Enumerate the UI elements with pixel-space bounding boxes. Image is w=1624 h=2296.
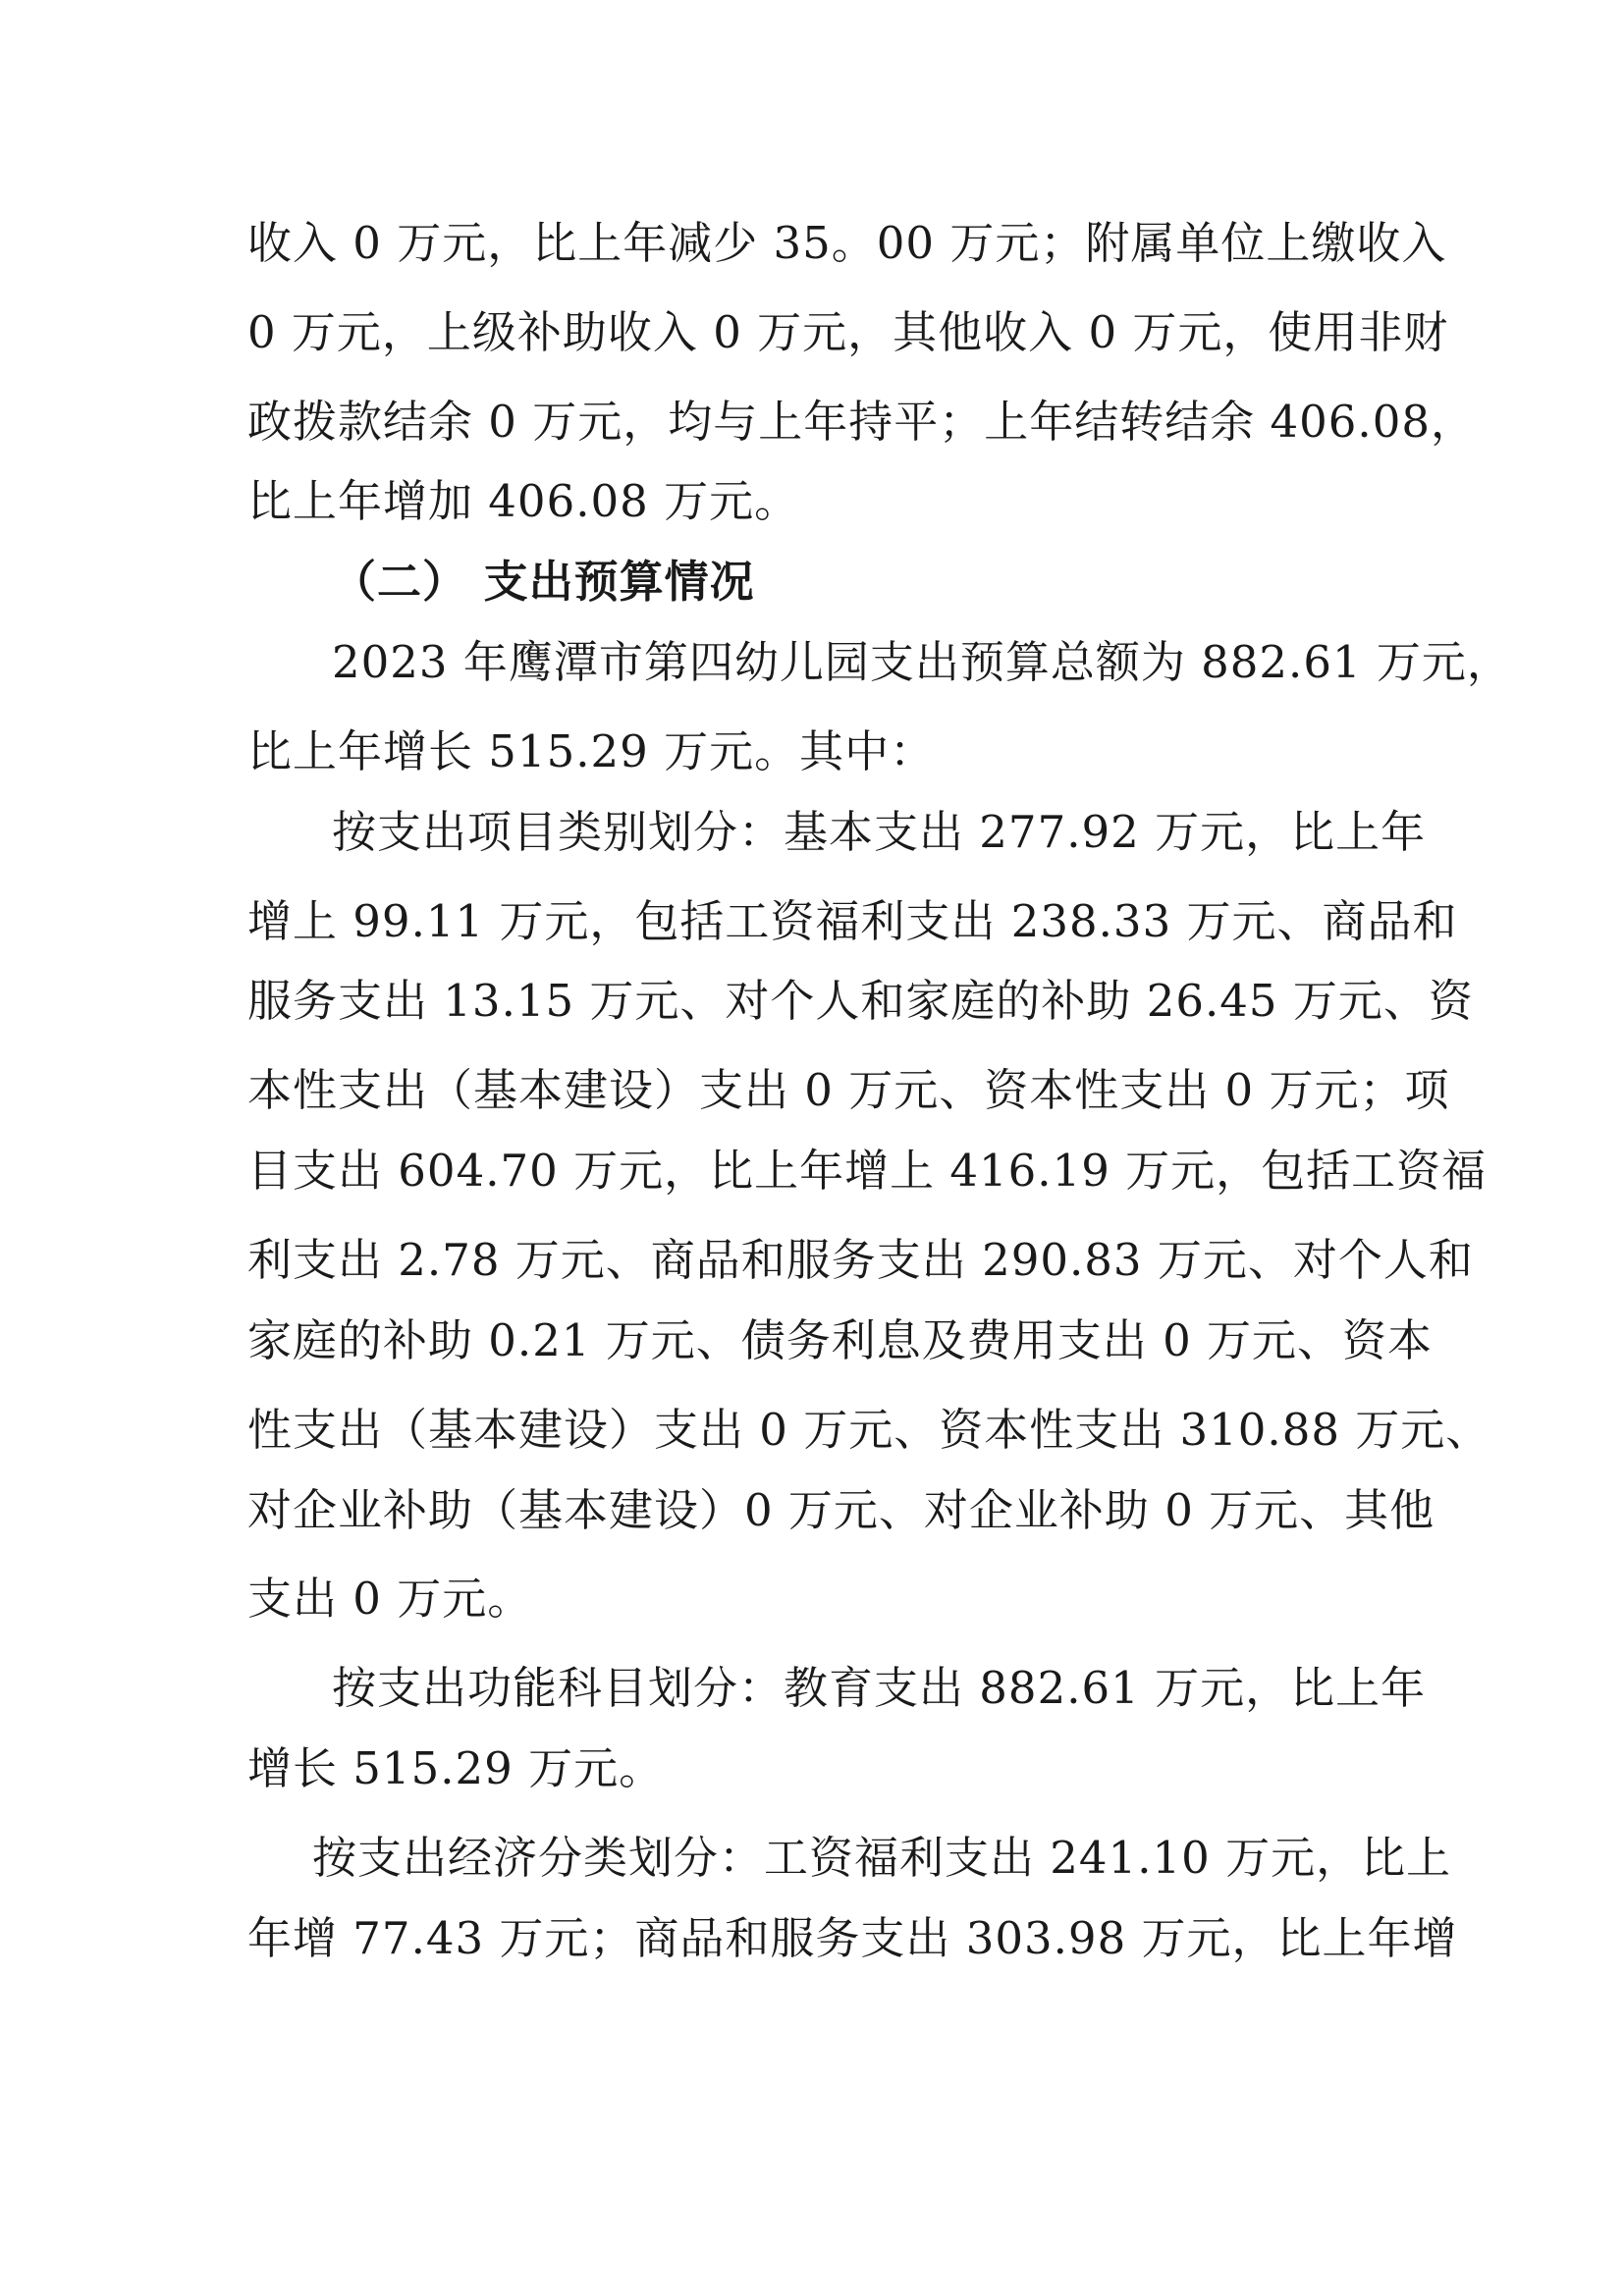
text-line: 本性支出（基本建设）支出 0 万元、资本性支出 0 万元；项: [247, 1064, 1450, 1116]
text-line: 目支出 604.70 万元，比上年增上 416.19 万元，包括工资福: [247, 1145, 1488, 1197]
text-line: 2023 年鹰潭市第四幼儿园支出预算总额为 882.61 万元，: [332, 636, 1512, 688]
text-line: 年增 77.43 万元；商品和服务支出 303.98 万元，比上年增: [247, 1912, 1458, 1964]
text-line: 政拨款结余 0 万元，均与上年持平；上年结转结余 406.08，: [247, 396, 1477, 448]
text-line: 0 万元，上级补助收入 0 万元，其他收入 0 万元，使用非财: [247, 306, 1449, 358]
text-line: 按支出经济分类划分：工资福利支出 241.10 万元，比上: [312, 1832, 1452, 1884]
text-line: 增长 515.29 万元。: [247, 1742, 665, 1794]
section-heading: （二） 支出预算情况: [332, 556, 755, 608]
text-line: 利支出 2.78 万元、商品和服务支出 290.83 万元、对个人和: [247, 1234, 1474, 1286]
text-line: 对企业补助（基本建设）0 万元、对企业补助 0 万元、其他: [247, 1484, 1435, 1536]
text-line: 性支出（基本建设）支出 0 万元、资本性支出 310.88 万元、: [247, 1404, 1491, 1456]
text-line: 服务支出 13.15 万元、对个人和家庭的补助 26.45 万元、资: [247, 975, 1474, 1027]
text-line: 比上年增加 406.08 万元。: [247, 475, 800, 527]
text-line: 家庭的补助 0.21 万元、债务利息及费用支出 0 万元、资本: [247, 1314, 1434, 1366]
text-line: 收入 0 万元，比上年减少 35。00 万元；附属单位上缴收入: [247, 217, 1447, 269]
text-line: 按支出功能科目划分：教育支出 882.61 万元，比上年: [332, 1662, 1427, 1714]
text-line: 按支出项目类别划分：基本支出 277.92 万元，比上年: [332, 806, 1427, 858]
text-line: 增上 99.11 万元，包括工资福利支出 238.33 万元、商品和: [247, 895, 1458, 947]
text-line: 支出 0 万元。: [247, 1573, 533, 1625]
text-line: 比上年增长 515.29 万元。其中：: [247, 725, 936, 777]
